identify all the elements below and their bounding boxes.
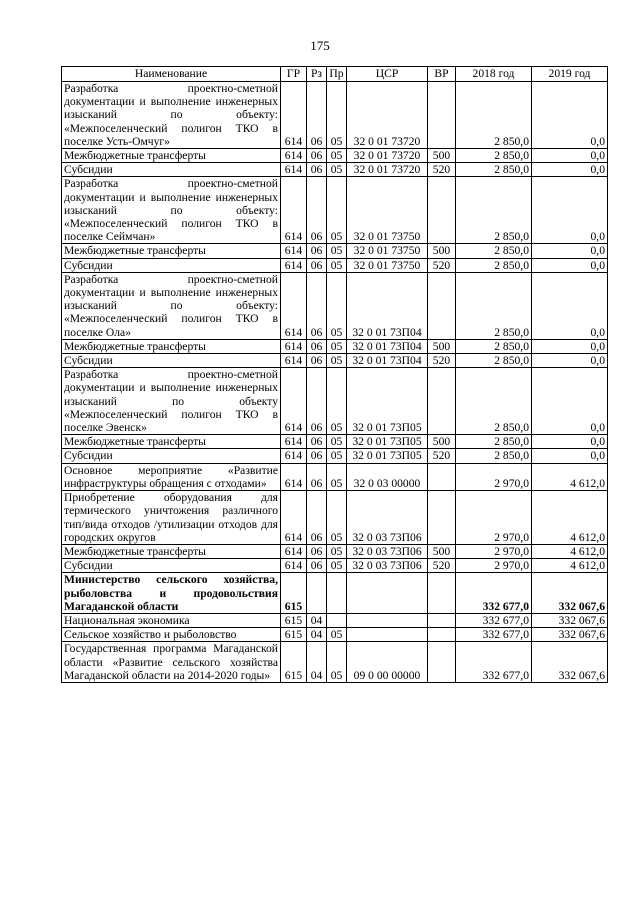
row-2019: 4 612,0 <box>532 491 608 545</box>
row-pr: 05 <box>327 354 347 368</box>
row-vr: 520 <box>428 258 456 272</box>
row-vr <box>428 613 456 627</box>
row-csr: 32 0 01 73П05 <box>347 435 428 449</box>
row-name: Государственная программа Магаданской области «Развитие сельского хозяйства Магаданской области на 2014-2020 годы» <box>62 642 281 683</box>
row-pr: 05 <box>327 449 347 463</box>
row-pr <box>327 613 347 627</box>
header-rz: Рз <box>307 67 327 82</box>
table-row <box>62 628 608 642</box>
table-row <box>62 339 608 353</box>
row-csr: 32 0 03 00000 <box>347 463 428 490</box>
row-vr: 500 <box>428 149 456 163</box>
row-gr: 614 <box>281 82 307 149</box>
row-2018: 2 970,0 <box>456 544 532 558</box>
row-2019: 332 067,6 <box>532 642 608 683</box>
row-csr: 32 0 01 73П04 <box>347 354 428 368</box>
row-rz: 06 <box>307 339 327 353</box>
row-rz: 06 <box>307 163 327 177</box>
row-gr: 614 <box>281 559 307 573</box>
row-csr: 32 0 01 73720 <box>347 163 428 177</box>
row-vr: 520 <box>428 559 456 573</box>
row-name: Сельское хозяйство и рыболовство <box>62 628 281 642</box>
row-2018: 332 677,0 <box>456 628 532 642</box>
row-gr: 614 <box>281 435 307 449</box>
row-2018: 2 850,0 <box>456 368 532 435</box>
row-2019: 0,0 <box>532 272 608 339</box>
row-2018: 332 677,0 <box>456 642 532 683</box>
row-name: Приобретение оборудования для термического уничтожения различного тип/вида отходов /утилизации отходов для городских округов <box>62 491 281 545</box>
row-gr: 615 <box>281 573 307 614</box>
row-gr: 615 <box>281 642 307 683</box>
row-2018: 2 850,0 <box>456 272 532 339</box>
row-pr: 05 <box>327 244 347 258</box>
row-gr: 614 <box>281 449 307 463</box>
row-gr: 614 <box>281 149 307 163</box>
row-gr: 614 <box>281 244 307 258</box>
row-csr: 32 0 01 73750 <box>347 244 428 258</box>
table-row <box>62 354 608 368</box>
row-gr: 614 <box>281 177 307 244</box>
table-row <box>62 642 608 683</box>
row-name: Разработка проектно-сметной документации и выполнение инженерных изысканий по объекту: «Межпоселенческий полигон ТКО в поселке Сеймчан» <box>62 177 281 244</box>
row-name: Разработка проектно-сметной документации и выполнение инженерных изысканий по объекту «Межпоселенческий полигон ТКО в поселке Эвенск» <box>62 368 281 435</box>
row-rz: 06 <box>307 544 327 558</box>
table-row <box>62 435 608 449</box>
row-2018: 2 850,0 <box>456 244 532 258</box>
row-pr: 05 <box>327 642 347 683</box>
row-rz: 06 <box>307 354 327 368</box>
row-2019: 0,0 <box>532 449 608 463</box>
row-vr <box>428 491 456 545</box>
row-gr: 614 <box>281 258 307 272</box>
row-pr: 05 <box>327 491 347 545</box>
row-vr: 520 <box>428 163 456 177</box>
row-name: Субсидии <box>62 258 281 272</box>
row-pr: 05 <box>327 559 347 573</box>
row-2019: 0,0 <box>532 435 608 449</box>
header-2019: 2019 год <box>532 67 608 82</box>
row-csr <box>347 628 428 642</box>
row-2018: 2 850,0 <box>456 258 532 272</box>
row-gr: 614 <box>281 272 307 339</box>
row-gr: 614 <box>281 463 307 490</box>
row-rz: 04 <box>307 628 327 642</box>
row-gr: 615 <box>281 613 307 627</box>
row-name: Межбюджетные трансферты <box>62 149 281 163</box>
row-name: Разработка проектно-сметной документации и выполнение инженерных изысканий по объекту: «Межпоселенческий полигон ТКО в поселке Усть-Омчуг» <box>62 82 281 149</box>
row-2018: 2 850,0 <box>456 449 532 463</box>
row-2018: 2 850,0 <box>456 435 532 449</box>
row-2019: 4 612,0 <box>532 544 608 558</box>
row-vr: 500 <box>428 544 456 558</box>
row-rz: 06 <box>307 258 327 272</box>
row-rz: 04 <box>307 613 327 627</box>
row-2019: 4 612,0 <box>532 463 608 490</box>
row-2019: 0,0 <box>532 82 608 149</box>
table-row <box>62 177 608 244</box>
row-pr: 05 <box>327 368 347 435</box>
row-vr <box>428 82 456 149</box>
row-pr <box>327 573 347 614</box>
table-row <box>62 272 608 339</box>
row-rz: 06 <box>307 149 327 163</box>
row-csr: 09 0 00 00000 <box>347 642 428 683</box>
row-vr <box>428 463 456 490</box>
table-body <box>62 82 608 683</box>
row-gr: 614 <box>281 339 307 353</box>
table-header-row <box>62 67 608 82</box>
row-csr: 32 0 01 73П05 <box>347 368 428 435</box>
row-rz: 04 <box>307 642 327 683</box>
table-row <box>62 491 608 545</box>
page-number: 175 <box>310 38 330 53</box>
row-2019: 0,0 <box>532 177 608 244</box>
row-rz: 06 <box>307 463 327 490</box>
row-name: Национальная экономика <box>62 613 281 627</box>
row-2019: 332 067,6 <box>532 628 608 642</box>
row-2019: 0,0 <box>532 339 608 353</box>
table-row <box>62 149 608 163</box>
row-name: Разработка проектно-сметной документации и выполнение инженерных изысканий по объекту: «Межпоселенческий полигон ТКО в поселке Ола» <box>62 272 281 339</box>
row-csr: 32 0 01 73720 <box>347 82 428 149</box>
table-row <box>62 573 608 614</box>
header-csr: ЦСР <box>347 67 428 82</box>
table-row <box>62 244 608 258</box>
row-pr: 05 <box>327 163 347 177</box>
row-2018: 2 850,0 <box>456 163 532 177</box>
row-csr: 32 0 01 73720 <box>347 149 428 163</box>
row-name: Межбюджетные трансферты <box>62 544 281 558</box>
row-csr: 32 0 01 73П05 <box>347 449 428 463</box>
row-rz: 06 <box>307 559 327 573</box>
table-row <box>62 463 608 490</box>
row-vr <box>428 642 456 683</box>
row-rz: 06 <box>307 435 327 449</box>
row-rz: 06 <box>307 272 327 339</box>
row-pr: 05 <box>327 339 347 353</box>
header-pr: Пр <box>327 67 347 82</box>
header-name: Наименование <box>62 67 281 82</box>
row-vr: 520 <box>428 449 456 463</box>
row-name: Межбюджетные трансферты <box>62 244 281 258</box>
table-row <box>62 613 608 627</box>
row-pr: 05 <box>327 544 347 558</box>
row-name: Основное мероприятие «Развитие инфраструктуры обращения с отходами» <box>62 463 281 490</box>
row-rz: 06 <box>307 244 327 258</box>
row-name: Субсидии <box>62 559 281 573</box>
row-rz: 06 <box>307 449 327 463</box>
row-pr: 05 <box>327 628 347 642</box>
row-csr: 32 0 01 73П04 <box>347 339 428 353</box>
header-gr: ГР <box>281 67 307 82</box>
table-row <box>62 449 608 463</box>
row-gr: 614 <box>281 544 307 558</box>
row-2018: 332 677,0 <box>456 613 532 627</box>
row-gr: 614 <box>281 163 307 177</box>
row-2018: 2 850,0 <box>456 354 532 368</box>
table-row <box>62 163 608 177</box>
row-rz <box>307 573 327 614</box>
row-2019: 0,0 <box>532 258 608 272</box>
row-vr: 500 <box>428 244 456 258</box>
row-2019: 0,0 <box>532 368 608 435</box>
row-pr: 05 <box>327 258 347 272</box>
row-gr: 614 <box>281 354 307 368</box>
row-2018: 2 850,0 <box>456 82 532 149</box>
row-2019: 332 067,6 <box>532 613 608 627</box>
row-2018: 2 970,0 <box>456 491 532 545</box>
table-row <box>62 559 608 573</box>
row-pr: 05 <box>327 82 347 149</box>
row-pr: 05 <box>327 272 347 339</box>
row-rz: 06 <box>307 368 327 435</box>
row-2018: 2 850,0 <box>456 177 532 244</box>
table-row <box>62 258 608 272</box>
row-csr: 32 0 01 73П04 <box>347 272 428 339</box>
row-2019: 0,0 <box>532 149 608 163</box>
row-2019: 0,0 <box>532 354 608 368</box>
row-csr: 32 0 03 73П06 <box>347 544 428 558</box>
table-row <box>62 544 608 558</box>
row-vr <box>428 573 456 614</box>
row-pr: 05 <box>327 177 347 244</box>
row-rz: 06 <box>307 177 327 244</box>
row-csr <box>347 613 428 627</box>
row-vr <box>428 272 456 339</box>
header-2018: 2018 год <box>456 67 532 82</box>
row-2019: 332 067,6 <box>532 573 608 614</box>
row-2019: 4 612,0 <box>532 559 608 573</box>
row-vr: 520 <box>428 354 456 368</box>
row-2018: 2 970,0 <box>456 463 532 490</box>
row-vr <box>428 628 456 642</box>
row-2018: 332 677,0 <box>456 573 532 614</box>
row-2018: 2 850,0 <box>456 339 532 353</box>
row-2018: 2 970,0 <box>456 559 532 573</box>
row-name: Субсидии <box>62 354 281 368</box>
row-name: Межбюджетные трансферты <box>62 435 281 449</box>
header-vr: ВР <box>428 67 456 82</box>
row-name: Субсидии <box>62 163 281 177</box>
row-csr: 32 0 01 73750 <box>347 177 428 244</box>
row-2019: 0,0 <box>532 244 608 258</box>
table-row <box>62 368 608 435</box>
row-2018: 2 850,0 <box>456 149 532 163</box>
row-csr: 32 0 03 73П06 <box>347 559 428 573</box>
row-gr: 615 <box>281 628 307 642</box>
row-name: Межбюджетные трансферты <box>62 339 281 353</box>
row-vr <box>428 177 456 244</box>
row-pr: 05 <box>327 435 347 449</box>
row-2019: 0,0 <box>532 163 608 177</box>
row-pr: 05 <box>327 463 347 490</box>
row-name: Министерство сельского хозяйства, рыболовства и продовольствия Магаданской области <box>62 573 281 614</box>
row-pr: 05 <box>327 149 347 163</box>
row-vr <box>428 368 456 435</box>
row-vr: 500 <box>428 339 456 353</box>
row-rz: 06 <box>307 491 327 545</box>
row-csr <box>347 573 428 614</box>
row-vr: 500 <box>428 435 456 449</box>
row-csr: 32 0 03 73П06 <box>347 491 428 545</box>
row-gr: 614 <box>281 368 307 435</box>
budget-table <box>61 66 608 683</box>
row-csr: 32 0 01 73750 <box>347 258 428 272</box>
row-name: Субсидии <box>62 449 281 463</box>
table-row <box>62 82 608 149</box>
row-rz: 06 <box>307 82 327 149</box>
row-gr: 614 <box>281 491 307 545</box>
